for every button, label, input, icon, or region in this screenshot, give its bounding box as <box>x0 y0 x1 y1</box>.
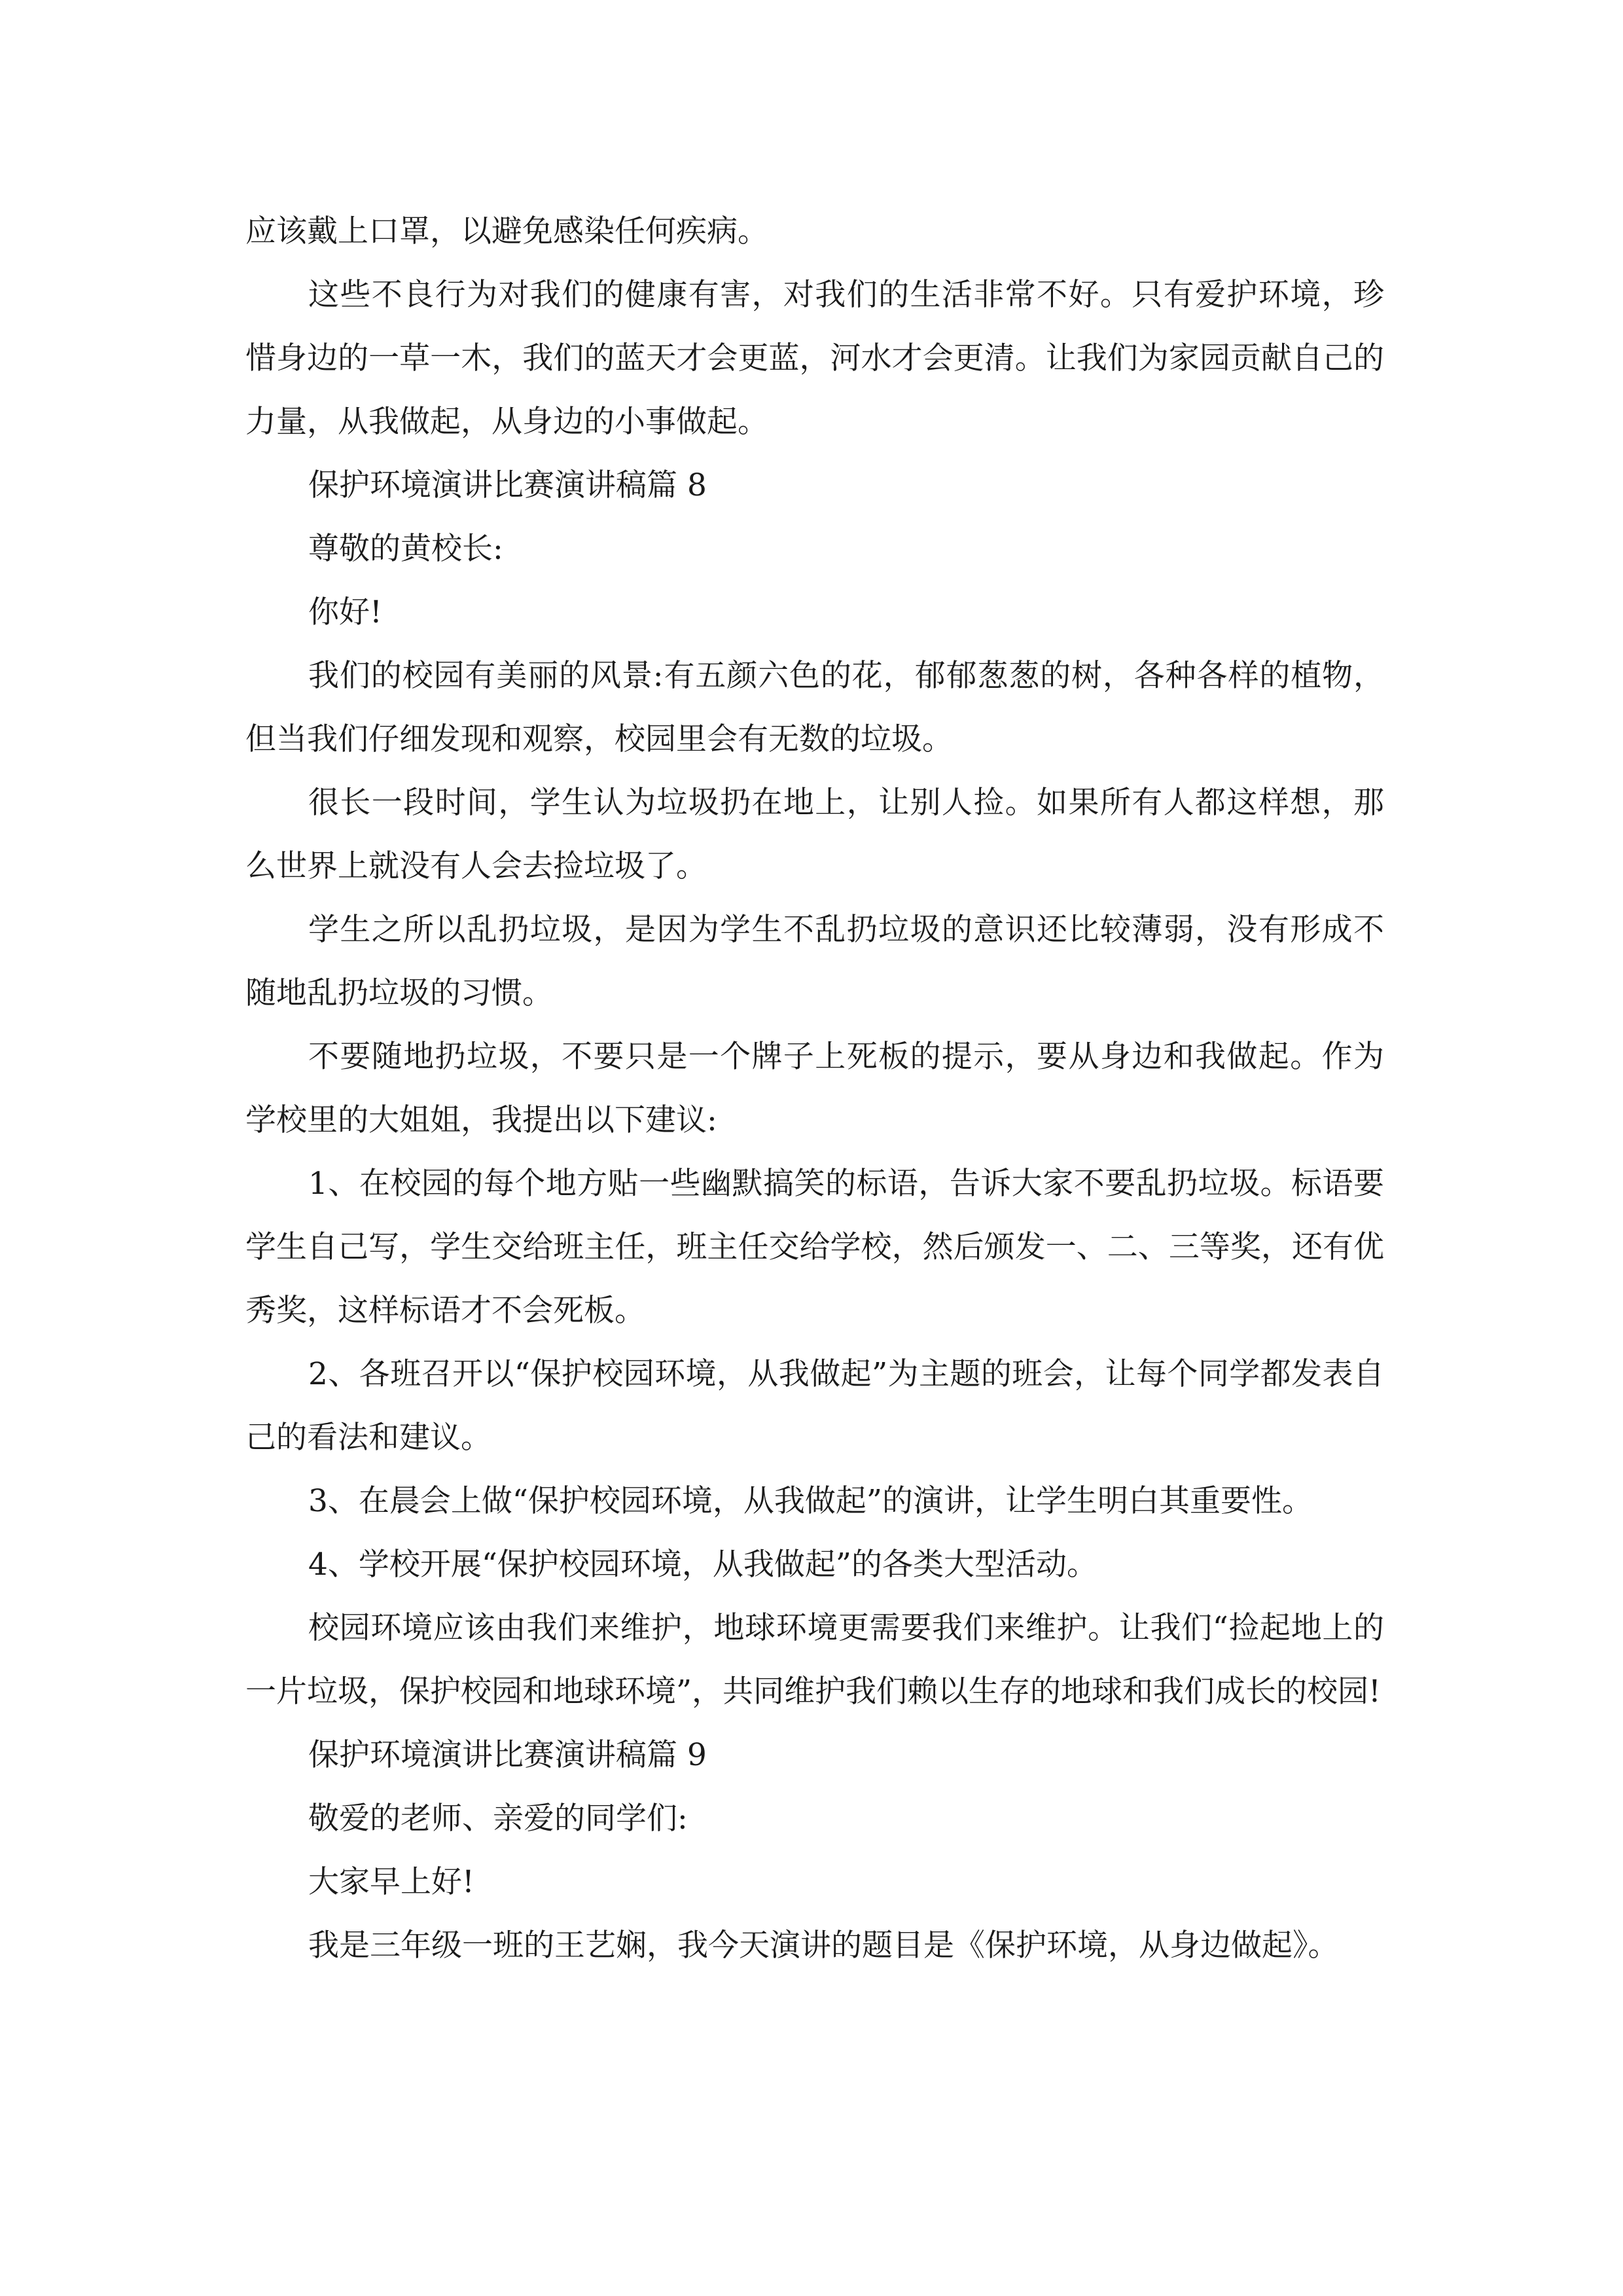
paragraph: 我是三年级一班的王艺娴，我今天演讲的题目是《保护环境，从身边做起》。 <box>308 1928 1339 1964</box>
paragraph: 很长一段时间，学生认为垃圾扔在地上，让别人捡。如果所有人都这样想，那么世界上就没有人会去捡垃圾了。 <box>245 785 1384 884</box>
salutation: 敬爱的老师、亲爱的同学们: <box>308 1801 688 1837</box>
section-heading: 保护环境演讲比赛演讲稿篇 8 <box>308 467 707 503</box>
paragraph: 学生之所以乱扔垃圾，是因为学生不乱扔垃圾的意识还比较薄弱，没有形成不随地乱扔垃圾的习惯。 <box>245 912 1384 1011</box>
salutation: 尊敬的黄校长: <box>308 531 503 567</box>
list-item: 3、在晨会上做“保护校园环境，从我做起”的演讲，让学生明白其重要性。 <box>308 1483 1313 1519</box>
list-item: 4、学校开展“保护校园环境，从我做起”的各类大型活动。 <box>308 1547 1097 1583</box>
greeting: 大家早上好! <box>308 1864 474 1900</box>
paragraph: 不要随地扔垃圾，不要只是一个牌子上死板的提示，要从身边和我做起。作为学校里的大姐姐，我提出以下建议: <box>245 1039 1384 1138</box>
greeting: 你好! <box>308 594 382 630</box>
document-body <box>245 200 1384 1977</box>
section-heading: 保护环境演讲比赛演讲稿篇 9 <box>308 1737 707 1773</box>
paragraph: 校园环境应该由我们来维护，地球环境更需要我们来维护。让我们“捡起地上的一片垃圾，保护校园和地球环境”，共同维护我们赖以生存的地球和我们成长的校园! <box>245 1610 1384 1710</box>
paragraph: 我们的校园有美丽的风景:有五颜六色的花，郁郁葱葱的树，各种各样的植物，但当我们仔细发现和观察，校园里会有无数的垃圾。 <box>245 658 1384 757</box>
paragraph: 这些不良行为对我们的健康有害，对我们的生活非常不好。只有爱护环境，珍惜身边的一草一木，我们的蓝天才会更蓝，河水才会更清。让我们为家园贡献自己的力量，从我做起，从身边的小事做起。 <box>245 277 1384 440</box>
list-item: 2、各班召开以“保护校园环境，从我做起”为主题的班会，让每个同学都发表自己的看法和建议。 <box>245 1356 1384 1456</box>
paragraph: 应该戴上口罩，以避免感染任何疾病。 <box>245 213 768 249</box>
list-item: 1、在校园的每个地方贴一些幽默搞笑的标语，告诉大家不要乱扔垃圾。标语要学生自己写，学生交给班主任，班主任交给学校，然后颁发一、二、三等奖，还有优秀奖，这样标语才不会死板。 <box>245 1166 1384 1329</box>
